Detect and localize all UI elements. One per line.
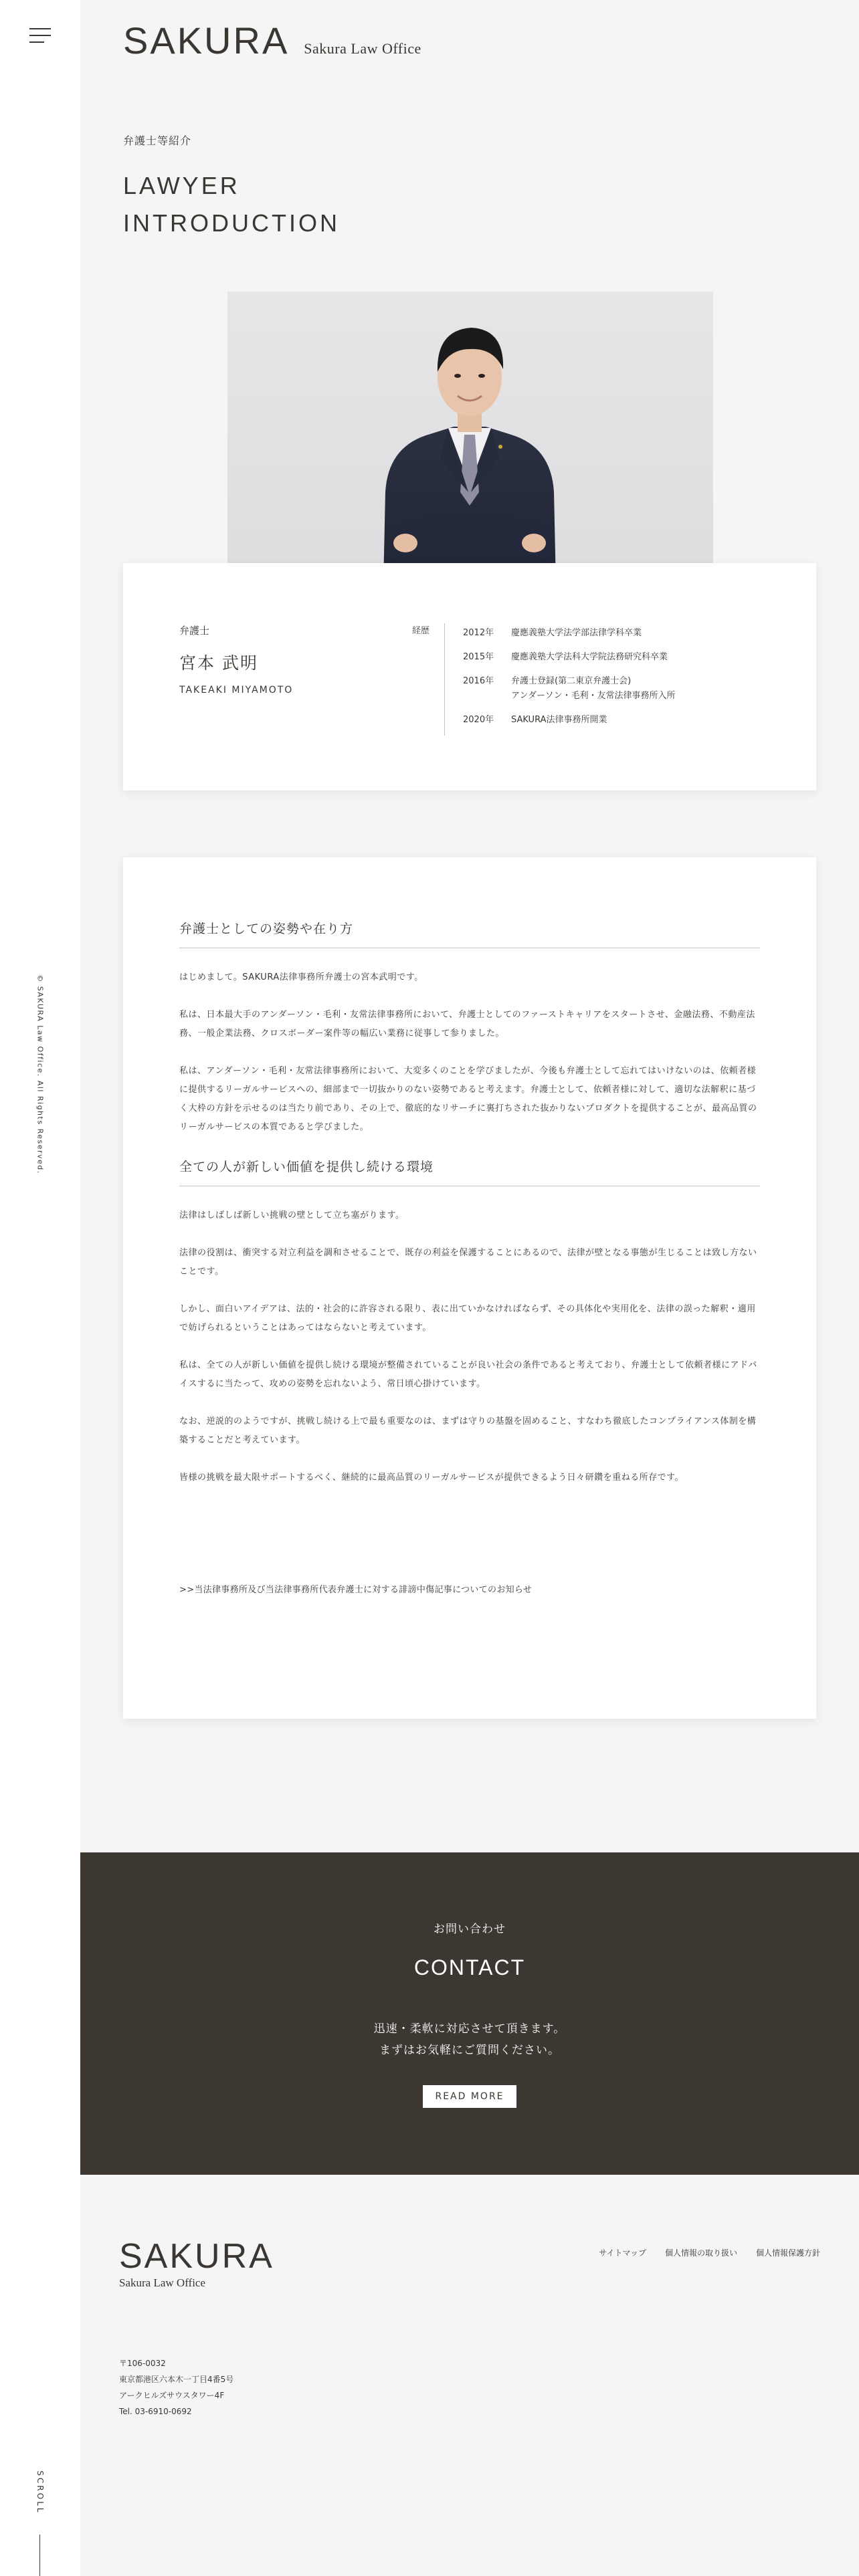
profile-role: 弁護士 <box>179 625 210 637</box>
message-paragraph: はじめまして。SAKURA法律事務所弁護士の宮本武明です。 <box>179 972 423 982</box>
history-label: 経歴 <box>412 626 430 636</box>
history-year: 2020年 <box>463 715 494 725</box>
footer-link-sitemap[interactable]: サイトマップ <box>599 2248 646 2258</box>
contact-kicker: お問い合わせ <box>434 1923 506 1936</box>
hamburger-menu-icon[interactable] <box>29 28 51 44</box>
message-paragraph: 法律の役割は、衝突する対立利益を調和させることで、既存の利益を保護することにあるので、法律が壁となる事態が生じることは致し方ないことです。 <box>179 1248 757 1277</box>
contact-text-line2: まずはお気軽にご質問ください。 <box>379 2044 560 2057</box>
footer-address <box>119 2355 233 2420</box>
profile-name-en: TAKEAKI MIYAMOTO <box>179 685 294 695</box>
copyright-vertical: © SAKURA Law Office. All Rights Reserved. <box>35 974 45 1174</box>
message-paragraph: なお、逆説的のようですが、挑戦し続ける上で最も重要なのは、まずは守りの基盤を固めること、すなわち徹底したコンプライアンス体制を構築することだと考えています。 <box>179 1416 757 1445</box>
page-title-line1: LAWYER <box>123 172 240 199</box>
contact-text-line1: 迅速・柔軟に対応させて頂きます。 <box>373 2022 566 2036</box>
scroll-indicator-label[interactable]: SCROLL <box>35 2470 45 2514</box>
history-row <box>463 713 797 728</box>
message-paragraph: 私は、日本最大手のアンダーソン・毛利・友常法律事務所において、弁護士としてのファーストキャリアをスタートさせ、金融法務、不動産法務、一般企業法務、クロスボーダー案件等の幅広い業務に従事して参りました。 <box>179 1010 755 1039</box>
scroll-indicator-line <box>39 2535 40 2576</box>
message-paragraph: 私は、アンダーソン・毛利・友常法律事務所において、大変多くのことを学びましたが、今後も弁護士として忘れてはいけないのは、依頼者様に提供するリーガルサービスへの、細部まで一切抜かりのない姿勢であると考えます。弁護士として、依頼者様に対して、適切な法解釈に基づく大枠の方針を示せるのは当たり前であり、その上で、徹底的なリサーチに裏打ちされた抜かりないプロダクトを提供することが、最高品質のリーガルサービスの本質であると学びました。 <box>179 1066 757 1132</box>
page-title <box>123 167 340 242</box>
message-paragraph: しかし、面白いアイデアは、法的・社会的に許容される限り、表に出ていかなければならず、その具体化や実用化を、法律の誤った解釈・適用で妨げられるということはあってはならないと考えています。 <box>179 1304 756 1333</box>
history-divider <box>444 623 445 736</box>
footer-logo-wordmark[interactable]: SAKURA <box>119 2237 274 2276</box>
history-year: 2012年 <box>463 628 494 638</box>
defamation-notice-link[interactable]: >>当法律事務所及び当法律事務所代表弁護士に対する誹謗中傷記事についてのお知らせ <box>179 1585 533 1595</box>
message-heading-2: 全ての人が新しい価値を提供し続ける環境 <box>179 1157 760 1186</box>
page-kicker: 弁護士等紹介 <box>123 134 192 147</box>
main-content <box>80 0 859 2576</box>
profile-name: 宮本 武明 <box>179 653 258 673</box>
contact-read-more-button[interactable]: READ MORE <box>423 2085 516 2108</box>
photo-overlap-fade <box>227 563 713 617</box>
history-row <box>463 650 797 665</box>
message-body <box>179 919 760 1506</box>
site-logo[interactable] <box>123 19 421 62</box>
footer-nav <box>599 2247 820 2258</box>
page-title-line2: INTRODUCTION <box>123 209 340 237</box>
history-list <box>463 626 797 737</box>
message-heading-1: 弁護士としての姿勢や在り方 <box>179 919 760 948</box>
footer-link-privacy-policy[interactable]: 個人情報保護方針 <box>755 2248 820 2258</box>
message-paragraph: 皆様の挑戦を最大限サポートするべく、継続的に最高品質のリーガルサービスが提供できるよう日々研鑽を重ねる所存です。 <box>179 1473 684 1483</box>
contact-section <box>80 1852 859 2175</box>
logo-subtitle: Sakura Law Office <box>304 40 421 57</box>
footer-link-privacy-handling[interactable]: 個人情報の取り扱い <box>664 2248 737 2258</box>
history-year: 2016年 <box>463 676 494 686</box>
message-paragraph: 法律はしばしば新しい挑戦の壁として立ち塞がります。 <box>179 1210 405 1220</box>
logo-wordmark: SAKURA <box>123 19 290 62</box>
history-year: 2015年 <box>463 652 494 662</box>
contact-text <box>80 2018 859 2061</box>
contact-title: CONTACT <box>413 1955 526 1979</box>
footer-logo-subtitle: Sakura Law Office <box>119 2276 206 2289</box>
message-card <box>123 857 816 1719</box>
history-text: 弁護士登録(第二東京弁護士会) アンダーソン・毛利・友常法律事務所入所 <box>511 676 676 701</box>
history-text: SAKURA法律事務所開業 <box>511 715 607 725</box>
footer-postal-code: 〒106-0032 <box>119 2359 166 2368</box>
history-row <box>463 626 797 641</box>
history-text: 慶應義塾大学法科大学院法務研究科卒業 <box>511 652 668 662</box>
footer-phone: Tel. 03-6910-0692 <box>119 2407 192 2416</box>
footer-address-line: 東京都港区六本木一丁目4番5号 <box>119 2375 234 2384</box>
history-text: 慶應義塾大学法学部法律学科卒業 <box>511 628 642 638</box>
history-row <box>463 674 797 704</box>
message-paragraph: 私は、全ての人が新しい価値を提供し続ける環境が整備されていることが良い社会の条件であると考えており、弁護士として依頼者様にアドバイスするに当たって、攻めの姿勢を忘れないよう、常日頃心掛けています。 <box>179 1360 757 1389</box>
left-rail <box>0 0 80 2576</box>
footer <box>80 2175 859 2482</box>
footer-building: アークヒルズサウスタワー4F <box>119 2391 225 2400</box>
